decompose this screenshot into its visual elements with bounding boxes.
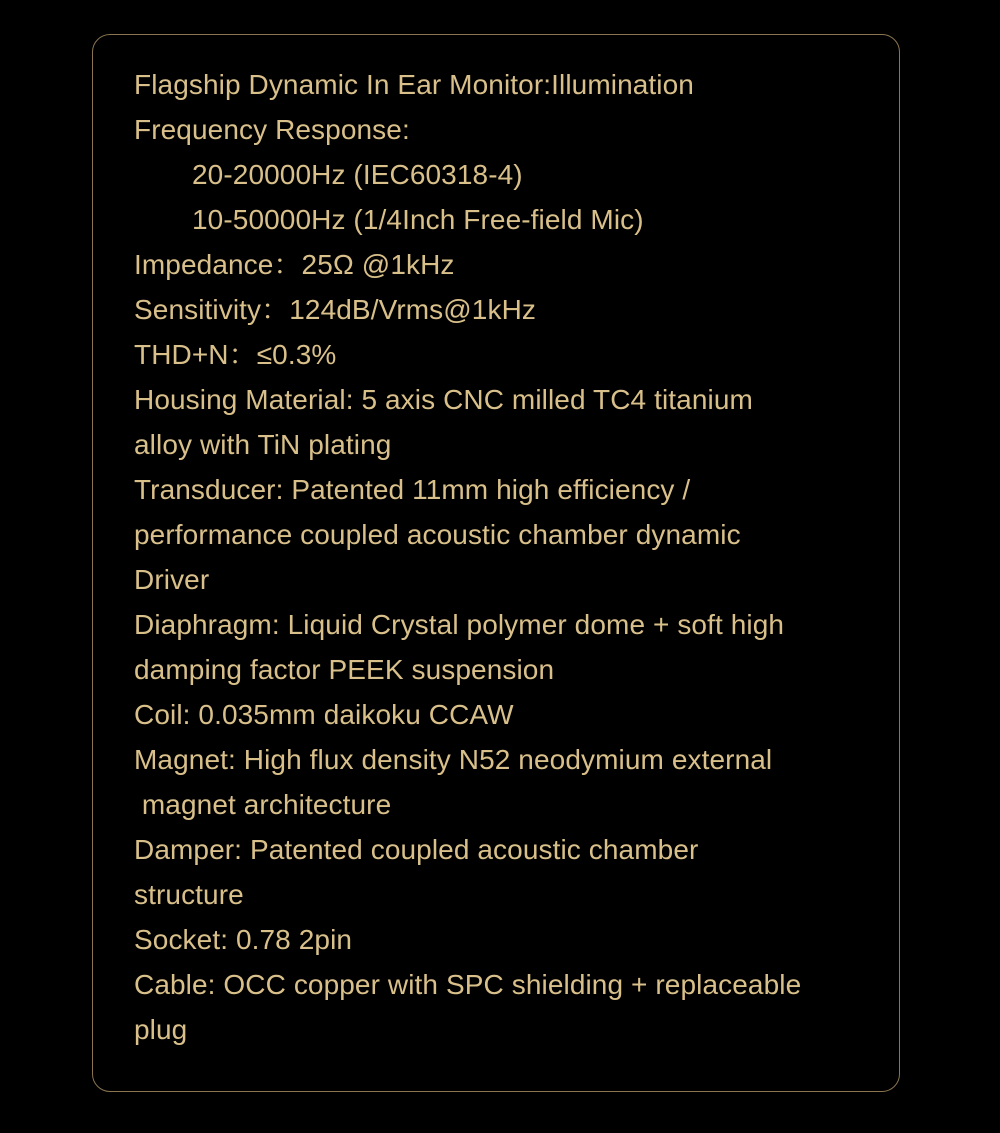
spec-magnet: Magnet: High flux density N52 neodymium external [134,744,773,775]
spec-frequency-response-mic: 10-50000Hz (1/4Inch Free-field Mic) [192,204,644,235]
spec-diaphragm-cont: damping factor PEEK suspension [134,654,555,685]
spec-cable: Cable: OCC copper with SPC shielding + replaceable [134,969,802,1000]
spec-title: Flagship Dynamic In Ear Monitor:Illumination [134,69,694,100]
spec-cable-cont: plug [134,1014,188,1045]
spec-thd-n: THD+N：≤0.3% [134,339,337,370]
spec-housing-material-cont: alloy with TiN plating [134,429,392,460]
spec-impedance: Impedance：25Ω @1kHz [134,249,455,280]
spec-diaphragm: Diaphragm: Liquid Crystal polymer dome + soft high [134,609,785,640]
spec-magnet-cont: magnet architecture [134,789,392,820]
spec-transducer: Transducer: Patented 11mm high efficiency / [134,474,691,505]
spec-frequency-response-iec: 20-20000Hz (IEC60318-4) [192,159,523,190]
spec-frequency-response-label: Frequency Response: [134,114,410,145]
spec-sensitivity: Sensitivity：124dB/Vrms@1kHz [134,294,536,325]
spec-transducer-cont-1: performance coupled acoustic chamber dynamic [134,519,741,550]
spec-damper: Damper: Patented coupled acoustic chamber [134,834,699,865]
spec-coil: Coil: 0.035mm daikoku CCAW [134,699,514,730]
spec-list [134,62,874,1052]
spec-transducer-cont-2: Driver [134,564,210,595]
spec-damper-cont: structure [134,879,244,910]
spec-socket: Socket: 0.78 2pin [134,924,353,955]
spec-housing-material: Housing Material: 5 axis CNC milled TC4 titanium [134,384,753,415]
